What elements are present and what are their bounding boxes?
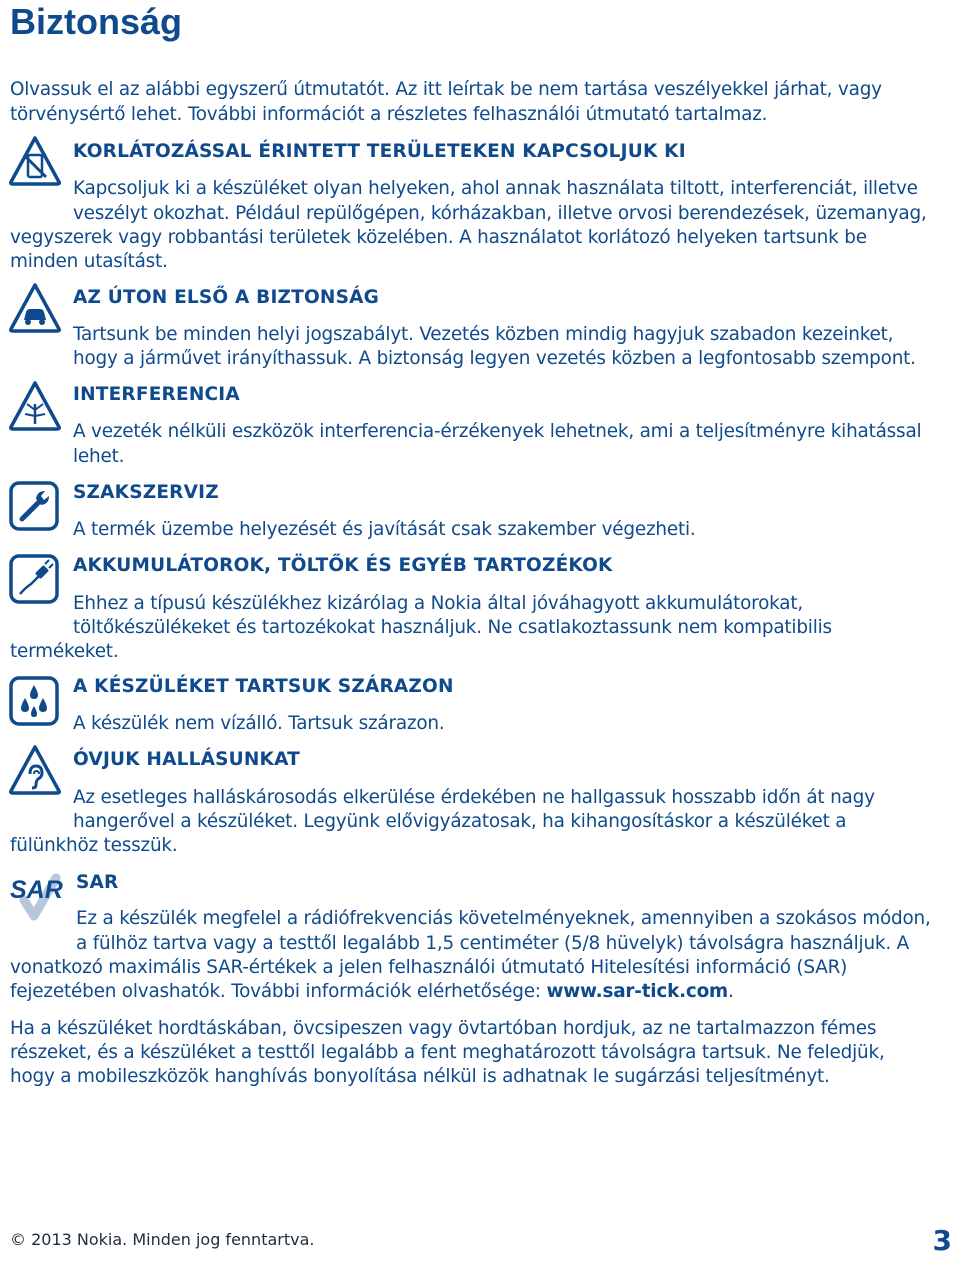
wrench-icon (9, 481, 59, 531)
section-heading: SZAKSZERVIZ (73, 482, 219, 503)
section-text: A készülék nem vízálló. Tartsuk szárazon. (73, 713, 445, 734)
section-text: vegyszerek vagy robbantási területek közelében. A használatot korlátozó helyeken tartsunk be (10, 227, 867, 248)
section-heading: INTERFERENCIA (73, 384, 240, 405)
charger-plug-icon (9, 554, 59, 604)
section-text: fejezetében olvashatók. További információk elérhetősége: (10, 981, 547, 1002)
section-heading: A KÉSZÜLÉKET TARTSUK SZÁRAZON (73, 676, 454, 697)
section-heading: KORLÁTOZÁSSAL ÉRINTETT TERÜLETEKEN KAPCSOLJUK KI (73, 141, 686, 162)
intro-line-1: Olvassuk el az alábbi egyszerű útmutatót. Az itt leírtak be nem tartása veszélyekkel járhat, vagy (10, 79, 882, 100)
section-text-with-link (10, 980, 734, 1005)
switch-off-icon (8, 135, 62, 187)
interference-icon (8, 380, 62, 432)
section-text: hogy a járművet irányíthassuk. A biztonság legyen vezetés közben a legfontosabb szempont. (73, 348, 916, 369)
sar-logo (8, 872, 64, 926)
hearing-icon (8, 744, 62, 796)
link-suffix: . (728, 981, 734, 1002)
section-text: töltőkészülékeket és tartozékokat használjuk. Ne csatlakoztassunk nem kompatibilis (73, 617, 832, 638)
section-heading: SAR (76, 872, 119, 893)
section-text: a fülhöz tartva vagy a testtől legalább 1,5 centiméter (5/8 hüvelyk) távolságra használjuk. A (76, 933, 910, 954)
section-heading: AZ ÚTON ELSŐ A BIZTONSÁG (73, 287, 379, 308)
sar-logo-text: SAR (10, 876, 63, 904)
section-text: Tartsunk be minden helyi jogszabályt. Vezetés közben mindig hagyjuk szabadon kezeinket, (73, 324, 894, 345)
closing-text: hogy a mobileszközök hanghívás bonyolítása nélkül is adhatnak le sugárzási teljesítményt. (10, 1066, 830, 1087)
section-text: Ehhez a típusú készülékhez kizárólag a Nokia által jóváhagyott akkumulátorokat, (73, 593, 803, 614)
section-text: veszélyt okozhat. Például repülőgépen, kórházakban, illetve orvosi berendezések, üzemanyag, (73, 203, 927, 224)
section-text: vonatkozó maximális SAR-értékek a jelen felhasználói útmutató Hitelesítési információ (SAR) (10, 957, 848, 978)
section-heading: ÓVJUK HALLÁSUNKAT (73, 749, 300, 770)
page-title: Biztonság (10, 1, 183, 42)
water-drops-icon (9, 676, 59, 726)
section-text: termékeket. (10, 641, 119, 662)
sar-tick-link[interactable]: www.sar-tick.com (546, 981, 729, 1002)
section-text: fülünkhöz tesszük. (10, 835, 178, 856)
section-text: A termék üzembe helyezését és javítását csak szakember végezheti. (73, 519, 696, 540)
section-text: lehet. (73, 446, 125, 467)
intro-line-2: törvénysértő lehet. További információt a részletes felhasználói útmutató tartalmaz. (10, 104, 768, 125)
road-safety-icon (8, 282, 62, 334)
section-heading: AKKUMULÁTOROK, TÖLTŐK ÉS EGYÉB TARTOZÉKOK (73, 555, 613, 576)
section-text: Az esetleges halláskárosodás elkerülése érdekében ne hallgassuk hosszabb időn át nagy (73, 787, 875, 808)
page-number: 3 (932, 1224, 952, 1257)
closing-text: Ha a készüléket hordtáskában, övcsipeszen vagy övtartóban hordjuk, az ne tartalmazzon fémes (10, 1018, 877, 1039)
section-text: hangerővel a készüléket. Legyünk elővigyázatosak, ha kihangosításkor a készüléket a (73, 811, 847, 832)
section-text: A vezeték nélküli eszközök interferencia-érzékenyek lehetnek, ami a teljesítményre kihatással (73, 421, 922, 442)
section-text: Ez a készülék megfelel a rádiófrekvenciás követelményeknek, amennyiben a szokásos módon, (76, 908, 931, 929)
footer-copyright: © 2013 Nokia. Minden jog fenntartva. (10, 1230, 315, 1249)
section-text: Kapcsoljuk ki a készüléket olyan helyeken, ahol annak használata tiltott, interferenciát, illetve (73, 178, 918, 199)
section-text: minden utasítást. (10, 251, 168, 272)
closing-text: részeket, és a készüléket a testtől legalább a fent meghatározott távolságra tartsuk. Ne feledjük, (10, 1042, 885, 1063)
